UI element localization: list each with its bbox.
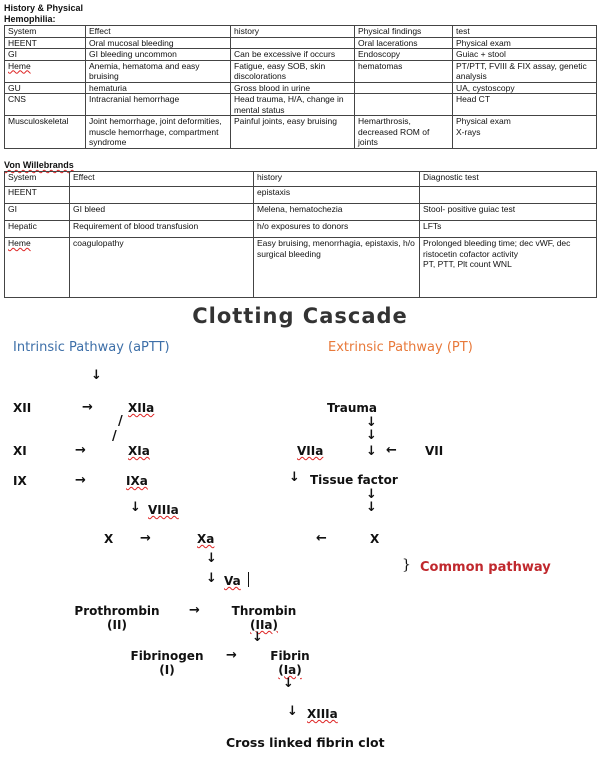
factor-ixa: IXa: [126, 474, 148, 488]
table-header-row: [5, 172, 597, 187]
slash-icon: /: [112, 429, 117, 444]
table-row: GU hematuria Gross blood in urine UA, cystoscopy: [5, 82, 597, 94]
table-row: CNS Intracranial hemorrhage Head trauma, H/A, change in mental status Head CT: [5, 94, 597, 116]
arrow-right-icon: →: [226, 648, 237, 663]
table-row: HEENT Oral mucosal bleeding Oral lacerations Physical exam: [5, 37, 597, 49]
table-header-row: [5, 26, 597, 38]
header-cell: Physical findings: [355, 26, 453, 38]
factor-fibrin: Fibrin (Ia): [270, 649, 310, 677]
factor-xii: XII: [13, 401, 32, 415]
arrow-right-icon: →: [140, 531, 151, 546]
common-pathway-label: Common pathway: [420, 560, 551, 575]
arrow-down-icon: ↓: [91, 368, 102, 383]
factor-x-extrinsic: X: [370, 532, 380, 546]
arrow-right-icon: →: [82, 400, 93, 415]
factor-xiia: XIIa: [128, 401, 155, 415]
factor-xa: Xa: [197, 532, 215, 546]
slash-icon: /: [118, 414, 123, 429]
table-row: GI GI bleed Melena, hematochezia Stool- positive guiac test: [5, 204, 597, 221]
intrinsic-pathway-label: Intrinsic Pathway (aPTT): [13, 340, 170, 355]
hemophilia-table: [4, 25, 597, 149]
header-cell: Diagnostic test: [420, 172, 597, 187]
arrow-down-icon: ↓: [366, 415, 377, 430]
header-cell: System: [5, 26, 86, 38]
arrow-down-icon: ↓: [366, 444, 377, 459]
factor-fibrinogen: Fibrinogen (I): [130, 649, 204, 677]
table-row: Musculoskeletal Joint hemorrhage, joint deformities, muscle hemorrhage, compartment syndrome Painful joints, easy bruising Hemarthrosis, decreased ROM of joints Physical exam X-rays: [5, 116, 597, 149]
table-row: Hepatic Requirement of blood transfusion h/o exposures to donors LFTs: [5, 221, 597, 238]
factor-xia: XIa: [128, 444, 150, 458]
history-physical-heading: History & Physical: [4, 3, 84, 13]
arrow-down-icon: ↓: [366, 500, 377, 515]
arrow-left-icon: ←: [386, 443, 397, 458]
arrow-right-icon: →: [75, 473, 86, 488]
factor-thrombin: Thrombin (IIa): [231, 604, 297, 632]
factor-prothrombin: Prothrombin (II): [74, 604, 160, 632]
arrow-down-icon: ↓: [366, 487, 377, 502]
arrow-down-icon: ↓: [130, 500, 141, 515]
factor-trauma: Trauma: [327, 401, 378, 415]
table-row: GI GI bleeding uncommon Can be excessive if occurs Endoscopy Guiac + stool: [5, 49, 597, 61]
arrow-down-icon: ↓: [366, 428, 377, 443]
header-cell: Effect: [70, 172, 254, 187]
factor-x-intrinsic: X: [104, 532, 114, 546]
text-cursor: [248, 572, 249, 587]
factor-vii: VII: [425, 444, 444, 458]
factor-viia: VIIa: [297, 444, 324, 458]
factor-xiiia: XIIIa: [307, 707, 338, 721]
arrow-down-icon: ↓: [206, 551, 217, 566]
arrow-left-icon: ←: [316, 531, 327, 546]
factor-ix: IX: [13, 474, 27, 488]
factor-viiia: VIIIa: [148, 503, 179, 517]
arrow-right-icon: →: [189, 603, 200, 618]
extrinsic-pathway-label: Extrinsic Pathway (PT): [328, 340, 473, 355]
header-cell: Effect: [86, 26, 231, 38]
header-cell: test: [453, 26, 597, 38]
arrow-down-icon: ↓: [283, 676, 294, 691]
hemophilia-heading: Hemophilia:: [4, 14, 56, 24]
von-willebrands-table: [4, 171, 597, 298]
header-cell: history: [231, 26, 355, 38]
arrow-down-icon: ↓: [289, 470, 300, 485]
factor-va: Va: [224, 574, 241, 588]
arrow-down-icon: ↓: [252, 630, 263, 645]
table-row: Heme Anemia, hematoma and easy bruising Fatigue, easy SOB, skin discolorations hematomas PT/PTT, FVIII & FIX assay, genetic analysis: [5, 60, 597, 82]
von-willebrands-heading: Von Willebrands: [4, 160, 74, 170]
factor-tissue-factor: Tissue factor: [310, 473, 398, 487]
table-row: Heme coagulopathy Easy bruising, menorrhagia, epistaxis, h/o surgical bleeding Prolonged bleeding time; dec vWF, dec ristocetin cofactor activity PT, PTT, Plt count WNL: [5, 238, 597, 298]
arrow-right-icon: →: [75, 443, 86, 458]
header-cell: history: [254, 172, 420, 187]
arrow-down-icon: ↓: [206, 571, 217, 586]
header-cell: System: [5, 172, 70, 187]
brace-icon: }: [402, 557, 411, 573]
table-row: HEENT epistaxis: [5, 187, 597, 204]
cross-linked-fibrin-clot: Cross linked fibrin clot: [226, 735, 385, 750]
factor-xi: XI: [13, 444, 27, 458]
arrow-down-icon: ↓: [287, 704, 298, 719]
cascade-title: Clotting Cascade: [192, 304, 408, 328]
